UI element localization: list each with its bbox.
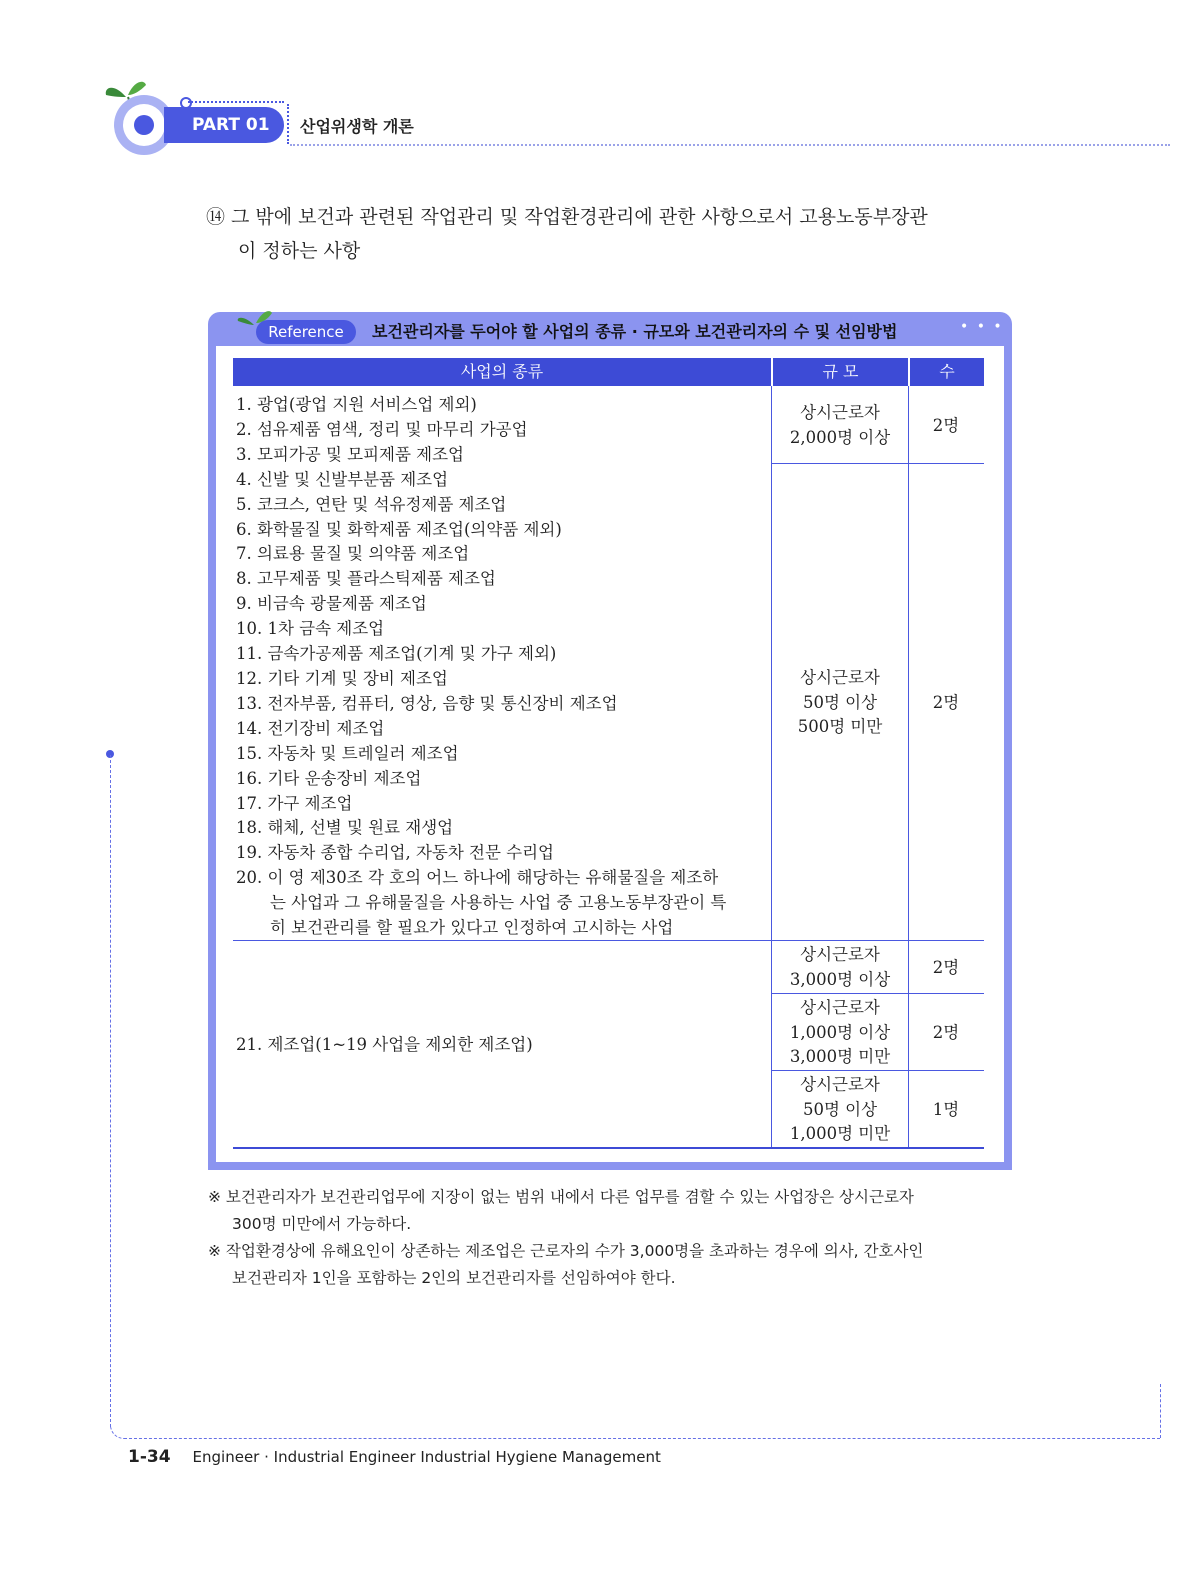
count-cell-3: 2명 xyxy=(932,958,960,977)
reference-badge: Reference xyxy=(256,320,356,344)
notes xyxy=(208,1184,1008,1292)
scale-line: 상시근로자 xyxy=(800,998,880,1017)
list-item: 12. 기타 기계 및 장비 제조업 xyxy=(236,668,448,688)
scale-line: 1,000명 미만 xyxy=(789,1124,891,1143)
list-item: 19. 자동차 종합 수리업, 자동차 전문 수리업 xyxy=(236,843,554,863)
count-cell-5: 1명 xyxy=(932,1100,960,1119)
header-count: 수 xyxy=(910,358,984,386)
industry-list xyxy=(236,393,726,941)
header-scale: 규 모 xyxy=(773,358,908,386)
scale-line: 3,000명 미만 xyxy=(789,1047,891,1066)
item-14-line2: 이 정하는 사항 xyxy=(238,240,361,262)
scale-cell-1 xyxy=(772,401,908,450)
list-item: 1. 광업(광업 지원 서비스업 제외) xyxy=(236,395,477,414)
list-item: 2. 섬유제품 염색, 정리 및 마무리 가공업 xyxy=(236,419,528,439)
list-item: 11. 금속가공제품 제조업(기계 및 가구 제외) xyxy=(236,644,557,664)
scale-line: 1,000명 이상 xyxy=(789,1022,891,1042)
header-separator xyxy=(287,104,289,144)
header-industry: 사업의 종류 xyxy=(233,358,771,386)
note-line: 보건관리자 1인을 포함하는 2인의 보건관리자를 선임하여야 한다. xyxy=(232,1269,676,1287)
part-label: PART 01 xyxy=(164,107,284,143)
reference-title: 보건관리자를 두어야 할 사업의 종류 · 규모와 보건관리자의 수 및 선임방법 xyxy=(372,322,898,341)
scale-line: 50명 이상 xyxy=(802,692,878,712)
list-item: 20. 이 영 제30조 각 호의 어느 하나에 해당하는 유해물질을 제조하 xyxy=(236,868,719,888)
list-item: 6. 화학물질 및 화학제품 제조업(의약품 제외) xyxy=(236,519,562,539)
list-item: 8. 고무제품 및 플라스틱제품 제조업 xyxy=(236,569,496,589)
footer xyxy=(128,1447,661,1467)
page-number: 1-34 xyxy=(128,1447,171,1467)
list-item-21: 21. 제조업(1~19 사업을 제외한 제조업) xyxy=(236,1035,533,1054)
list-item: 18. 해체, 선별 및 원료 재생업 xyxy=(236,818,454,838)
scale-cell-4 xyxy=(772,996,908,1070)
note-line: ※ 보건관리자가 보건관리업무에 지장이 없는 범위 내에서 다른 업무를 겸할 수 있는 사업장은 상시근로자 xyxy=(208,1188,914,1206)
list-item: 5. 코크스, 연탄 및 석유정제품 제조업 xyxy=(236,494,507,514)
scale-cell-5 xyxy=(772,1073,908,1147)
right-rule xyxy=(1160,1384,1161,1438)
list-item: 16. 기타 운송장비 제조업 xyxy=(236,768,422,788)
table-bottom-rule xyxy=(233,1147,984,1149)
scale-cell-2 xyxy=(772,666,908,740)
count-cell-1: 2명 xyxy=(932,416,960,435)
scale-line: 50명 이상 xyxy=(802,1099,878,1119)
list-item-continuation: 히 보건관리를 할 필요가 있다고 인정하여 고시하는 사업 xyxy=(270,918,674,938)
list-item-continuation: 는 사업과 그 유해물질을 사용하는 사업 중 고용노동부장관이 특 xyxy=(270,893,727,913)
margin-corner xyxy=(110,1424,125,1439)
part-marker-line xyxy=(188,101,284,103)
scale-line: 상시근로자 xyxy=(800,1075,880,1094)
grid-hline xyxy=(771,1070,984,1071)
count-cell-2: 2명 xyxy=(932,693,960,712)
list-item: 17. 가구 제조업 xyxy=(236,793,353,813)
grid-hline xyxy=(771,463,984,464)
scale-line: 상시근로자 xyxy=(800,945,880,964)
list-item: 4. 신발 및 신발부분품 제조업 xyxy=(236,469,449,489)
note-line: 300명 미만에서 가능하다. xyxy=(232,1215,412,1233)
margin-line xyxy=(110,755,111,1427)
scale-line: 3,000명 이상 xyxy=(789,969,891,989)
note-2 xyxy=(208,1238,1008,1292)
list-item: 15. 자동차 및 트레일러 제조업 xyxy=(236,743,459,763)
list-item: 3. 모피가공 및 모피제품 제조업 xyxy=(236,444,464,464)
scale-cell-3 xyxy=(772,943,908,992)
note-line: ※ 작업환경상에 유해요인이 상존하는 제조업은 근로자의 수가 3,000명을 초과하는 경우에 의사, 간호사인 xyxy=(208,1242,924,1260)
bottom-rule xyxy=(124,1438,1160,1439)
scale-line: 500명 미만 xyxy=(797,717,883,736)
scale-line: 상시근로자 xyxy=(800,668,880,687)
header-rule xyxy=(290,144,1170,146)
reference-dots: • • • xyxy=(960,319,1004,335)
item-14 xyxy=(206,200,1026,268)
count-cell-4: 2명 xyxy=(932,1023,960,1042)
chapter-title: 산업위생학 개론 xyxy=(300,117,414,136)
list-item: 10. 1차 금속 제조업 xyxy=(236,619,385,639)
scale-line: 2,000명 이상 xyxy=(789,427,891,447)
note-1 xyxy=(208,1184,1008,1238)
item-14-line1: ⑭ 그 밖에 보건과 관련된 작업관리 및 작업환경관리에 관한 사항으로서 고용노동부장관 xyxy=(206,206,928,228)
list-item: 7. 의료용 물질 및 의약품 제조업 xyxy=(236,544,470,564)
footer-text: Engineer · Industrial Engineer Industrial Hygiene Management xyxy=(192,1448,661,1466)
list-item: 14. 전기장비 제조업 xyxy=(236,718,385,738)
list-item: 13. 전자부품, 컴퓨터, 영상, 음향 및 통신장비 제조업 xyxy=(236,693,618,713)
scale-line: 상시근로자 xyxy=(800,403,880,422)
list-item: 9. 비금속 광물제품 제조업 xyxy=(236,594,427,614)
grid-hline xyxy=(771,993,984,994)
